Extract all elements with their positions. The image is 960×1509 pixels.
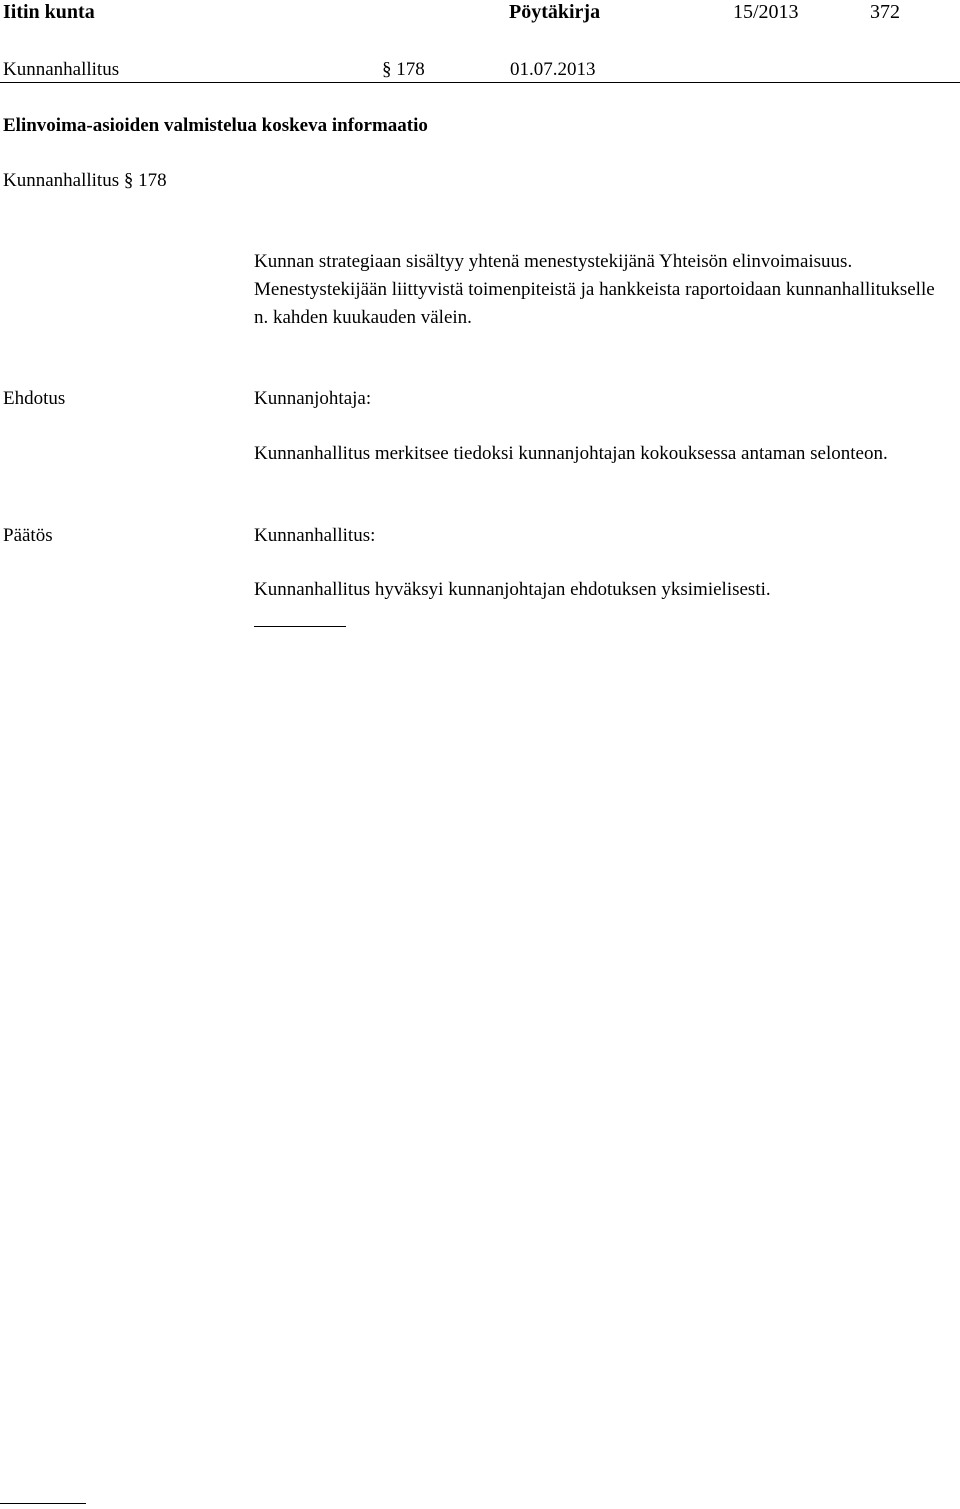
- decision-text: Kunnanhallitus hyväksyi kunnanjohtajan ehdotuksen yksimielisesti.: [254, 579, 771, 600]
- document-number: 15/2013: [733, 1, 799, 23]
- meeting-body: Kunnanhallitus: [3, 59, 120, 80]
- decision-decider: Kunnanhallitus:: [254, 525, 376, 546]
- document-type: Pöytäkirja: [509, 1, 601, 23]
- proposal-label: Ehdotus: [3, 388, 66, 409]
- item-title: Elinvoima-asioiden valmistelua koskeva informaatio: [3, 115, 428, 136]
- background-paragraph: Kunnan strategiaan sisältyy yhtenä menestystekijänä Yhteisön elinvoimaisuus. Menestystekijään liittyvistä toimenpiteistä ja hankkeista raportoidaan kunnanhallitukselle n. kahden kuukauden välein.: [254, 251, 935, 328]
- proposal-presenter: Kunnanjohtaja:: [254, 388, 372, 409]
- footer-rule: [0, 1503, 86, 1504]
- section-number: § 178: [382, 59, 425, 80]
- meeting-date: 01.07.2013: [510, 59, 596, 80]
- decision-label: Päätös: [3, 525, 53, 546]
- item-end-rule: [254, 626, 346, 627]
- municipality-name: Iitin kunta: [3, 1, 95, 23]
- proposal-text: Kunnanhallitus merkitsee tiedoksi kunnanjohtajan kokouksessa antaman selonteon.: [254, 443, 888, 464]
- item-reference: Kunnanhallitus § 178: [3, 170, 167, 191]
- page-number: 372: [870, 1, 900, 23]
- header-divider: [0, 82, 960, 83]
